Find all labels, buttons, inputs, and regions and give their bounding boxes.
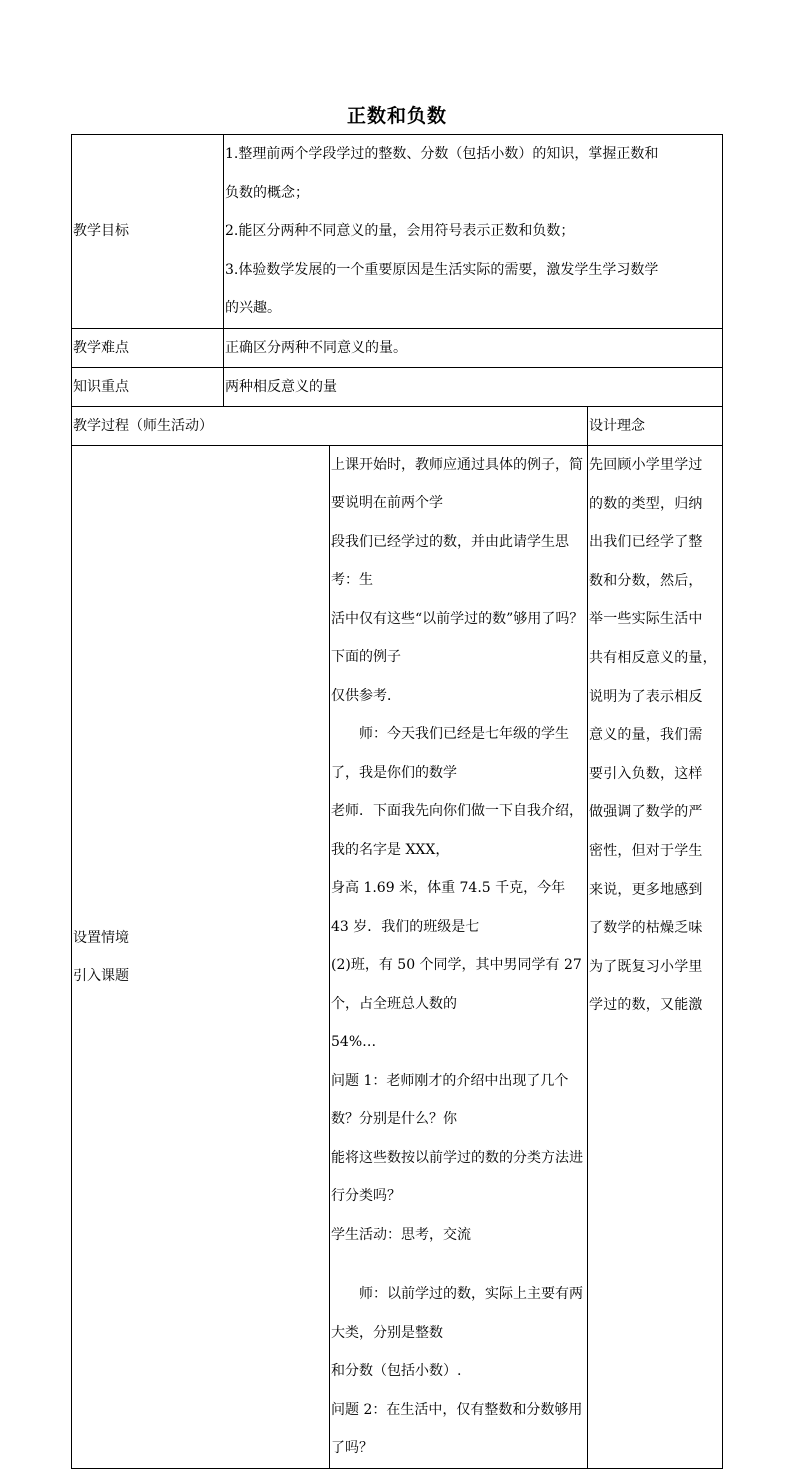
goal-line: 1.整理前两个学段学过的整数、分数（包括小数）的知识，掌握正数和	[225, 146, 659, 162]
design-line: 学过的数，又能激	[589, 997, 703, 1014]
process-header-label: 教学过程（师生活动）	[72, 406, 588, 445]
difficulty-text: 正确区分两种不同意义的量。	[224, 328, 723, 367]
design-line: 来说，更多地感到	[589, 881, 703, 898]
page-title: 正数和负数	[346, 105, 447, 127]
design-line: 举一些实际生活中	[589, 611, 703, 628]
goal-line: 负数的概念；	[225, 184, 309, 201]
content-line: 问题 1：老师刚才的介绍中出现了几个数？分别是什么？你	[331, 1072, 569, 1128]
goals-row	[72, 135, 723, 329]
content-line: (2)班，有 50 个同学，其中男同学有 27 个，占全班总人数的	[331, 957, 582, 1012]
design-line: 共有相反意义的量，	[589, 649, 717, 666]
goal-line: 3.体验数学发展的一个重要原因是生活实际的需要，激发学生学习数学	[225, 261, 659, 278]
section-label	[72, 445, 330, 1468]
goals-label: 教学目标	[72, 135, 224, 329]
section-content	[330, 445, 588, 1468]
process-table	[71, 406, 723, 1469]
content-line: 能将这些数按以前学过的数的分类方法进行分类吗？	[331, 1149, 583, 1205]
lesson-plan-table	[71, 134, 723, 1469]
design-line: 密性，但对于学生	[589, 842, 703, 859]
content-line: 师：以前学过的数，实际上主要有两大类，分别是整数	[331, 1286, 583, 1341]
content-line: 段我们已经学过的数，并由此请学生思考：生	[331, 533, 569, 589]
content-line: 和分数（包括小数）.	[331, 1363, 462, 1380]
key-point-text: 两种相反意义的量	[224, 367, 723, 406]
goal-line: 2.能区分两种不同意义的量，会用符号表示正数和负数；	[225, 223, 575, 240]
design-line: 做强调了数学的严	[589, 804, 703, 821]
goal-line: 的兴趣。	[225, 300, 281, 317]
design-line: 先回顾小学里学过	[589, 456, 703, 473]
design-line: 出我们已经学了整	[589, 534, 703, 551]
process-header-row	[72, 406, 723, 445]
section-label-line: 引入课题	[73, 967, 129, 984]
content-line: 师：今天我们已经是七年级的学生了，我是你们的数学	[331, 726, 569, 781]
design-line: 了数学的枯燥乏味	[589, 920, 703, 937]
content-line: 学生活动：思考，交流	[331, 1226, 471, 1243]
difficulty-row	[72, 328, 723, 367]
section-label-line: 设置情境	[73, 929, 129, 946]
goals-content	[224, 135, 723, 329]
design-header-label: 设计理念	[588, 406, 723, 445]
design-line: 意义的量，我们需	[589, 727, 703, 744]
key-point-label: 知识重点	[72, 367, 224, 406]
design-line: 数和分数，然后，	[589, 572, 703, 589]
content-line: 问题 2：在生活中，仅有整数和分数够用了吗？	[331, 1401, 583, 1457]
content-line: 身高 1.69 米，体重 74.5 千克，今年 43 岁．我们的班级是七	[331, 880, 566, 935]
content-line: 老师．下面我先向你们做一下自我介绍，我的名字是 XXX，	[331, 803, 583, 858]
section-row	[72, 445, 723, 1468]
difficulty-label: 教学难点	[72, 328, 224, 367]
content-line: 仅供参考．	[331, 687, 401, 704]
content-line: 活中仅有这些“以前学过的数”够用了吗？下面的例子	[331, 610, 584, 666]
key-point-row	[72, 367, 723, 406]
design-content	[588, 445, 723, 1468]
content-line: 上课开始时，教师应通过具体的例子，简要说明在前两个学	[331, 456, 583, 512]
content-line: 54%…	[331, 1034, 377, 1051]
design-line: 要引入负数，这样	[589, 765, 703, 782]
design-line: 为了既复习小学里	[589, 958, 703, 975]
design-line: 的数的类型，归纳	[589, 495, 703, 512]
header-table	[71, 134, 723, 407]
design-line: 说明为了表示相反	[589, 688, 703, 705]
